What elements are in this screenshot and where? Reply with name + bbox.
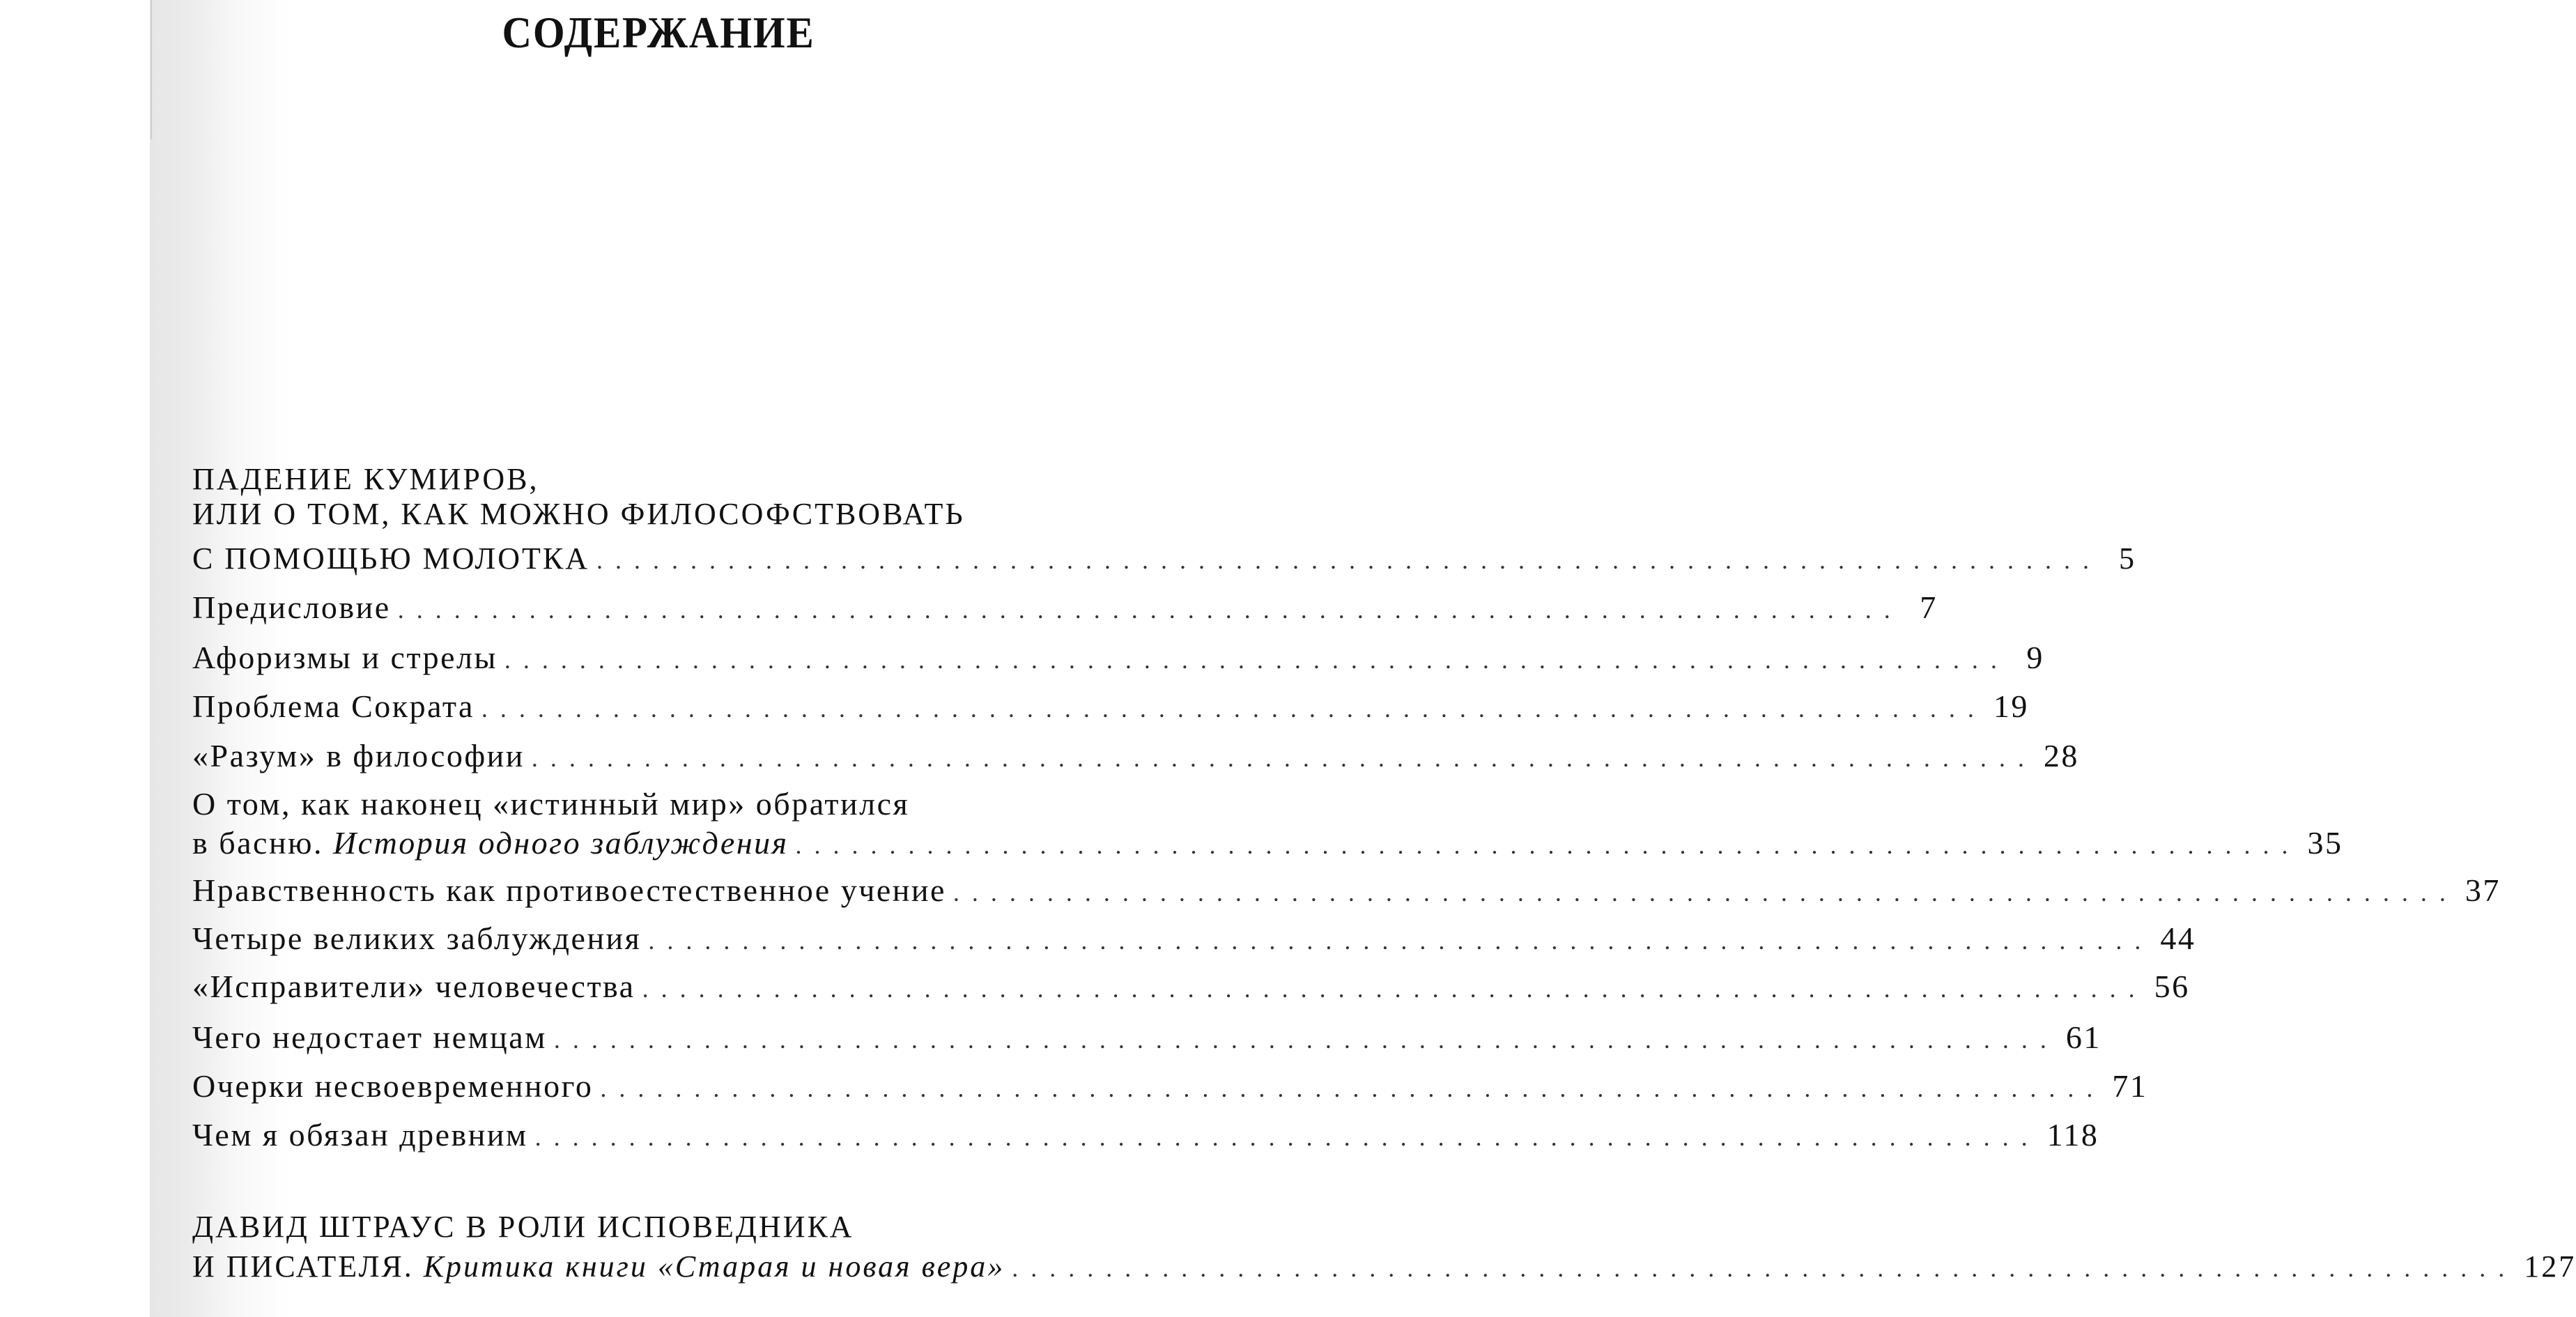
toc-entry: [192, 688, 2029, 725]
toc-entry-title: Четыре великих заблуждения: [192, 921, 642, 956]
toc-page-number: 44: [2160, 921, 2196, 956]
toc-page-number: 71: [2112, 1068, 2148, 1104]
toc-entry-title: Нравственность как противоестественное учение: [192, 872, 946, 908]
dot-leader: ................................................................................: [642, 975, 2147, 1003]
dot-leader: ................................................................................: [600, 1075, 2106, 1102]
toc-page-number: 5: [2119, 541, 2136, 576]
toc-entry-title: О том, как наконец «истинный мир» обратился: [192, 786, 910, 822]
toc-entry: [192, 1249, 2576, 1284]
toc-entry-title: Предисловие: [192, 590, 391, 625]
toc-entry-title: И ПИСАТЕЛЯ.: [192, 1249, 414, 1284]
toc-entry: [192, 1068, 2148, 1104]
toc-entry-title: Чем я обязан древним: [192, 1117, 528, 1153]
toc-page-number: 56: [2154, 969, 2190, 1004]
dot-leader: ................................................................................: [1012, 1254, 2517, 1282]
toc-page-number: 9: [2026, 640, 2044, 675]
toc-entry: [192, 589, 1938, 626]
toc-entry-title: «Исправители» человечества: [192, 969, 635, 1004]
toc-page-number: 118: [2046, 1117, 2099, 1153]
toc-entry: [192, 824, 2343, 861]
toc-page-number: 61: [2065, 1019, 2101, 1055]
toc-page-number: 37: [2465, 872, 2501, 908]
dot-leader: ................................................................................: [596, 546, 2101, 574]
toc-entry-title: Чего недостает немцам: [192, 1019, 547, 1055]
toc-entry-title: Проблема Сократа: [192, 688, 475, 724]
toc-entry: [192, 968, 2190, 1005]
toc-entry: [192, 785, 1148, 822]
toc-page-number: 28: [2043, 738, 2079, 773]
toc-entry: [192, 1209, 1148, 1245]
toc-page-number: 19: [1993, 688, 2029, 724]
dot-leader: ................................................................................: [795, 831, 2301, 859]
toc-entry: [192, 639, 2044, 676]
toc-entry: [192, 1116, 2099, 1153]
toc-entry-title: в басню.: [192, 825, 323, 861]
toc-page-number: 7: [1920, 590, 1938, 625]
toc-entry-subtitle: Критика книги «Старая и новая вера»: [423, 1249, 1005, 1284]
toc-entry: [192, 737, 2079, 774]
toc-entry-title: «Разум» в философии: [192, 738, 525, 773]
toc-entry: [192, 920, 2196, 957]
dot-leader: ................................................................................: [534, 1123, 2040, 1151]
toc-entry-title: С ПОМОЩЬЮ МОЛОТКА: [192, 541, 589, 576]
toc-entry-title: Очерки несвоевременного: [192, 1068, 594, 1104]
toc-entry: [192, 496, 1148, 532]
toc-entry: [192, 872, 2501, 909]
dot-leader: ................................................................................: [504, 646, 2010, 674]
toc-page-number: 127: [2524, 1249, 2576, 1284]
toc-entry: [192, 541, 2136, 576]
dot-leader: ................................................................................: [648, 927, 2154, 955]
dot-leader: ................................................................................: [553, 1026, 2059, 1054]
toc-entry-title: ДАВИД ШТРАУС В РОЛИ ИСПОВЕДНИКА: [192, 1210, 854, 1244]
dot-leader: ................................................................................: [952, 879, 2458, 907]
toc-entry: [192, 1019, 2101, 1056]
toc-entry-title: ПАДЕНИЕ КУМИРОВ,: [192, 462, 539, 496]
dot-leader: ................................................................................: [531, 744, 2037, 772]
toc-entry-title: ИЛИ О ТОМ, КАК МОЖНО ФИЛОСОФСТВОВАТЬ: [192, 497, 965, 531]
toc-entry-subtitle: История одного заблуждения: [332, 825, 789, 861]
toc-page-number: 35: [2307, 825, 2343, 861]
toc-entry: [192, 461, 1148, 497]
page-title: СОДЕРЖАНИЕ: [502, 8, 815, 57]
toc-entry-title: Афоризмы и стрелы: [192, 640, 498, 675]
dot-leader: ................................................................................: [397, 596, 1903, 624]
dot-leader: ................................................................................: [481, 695, 1987, 723]
